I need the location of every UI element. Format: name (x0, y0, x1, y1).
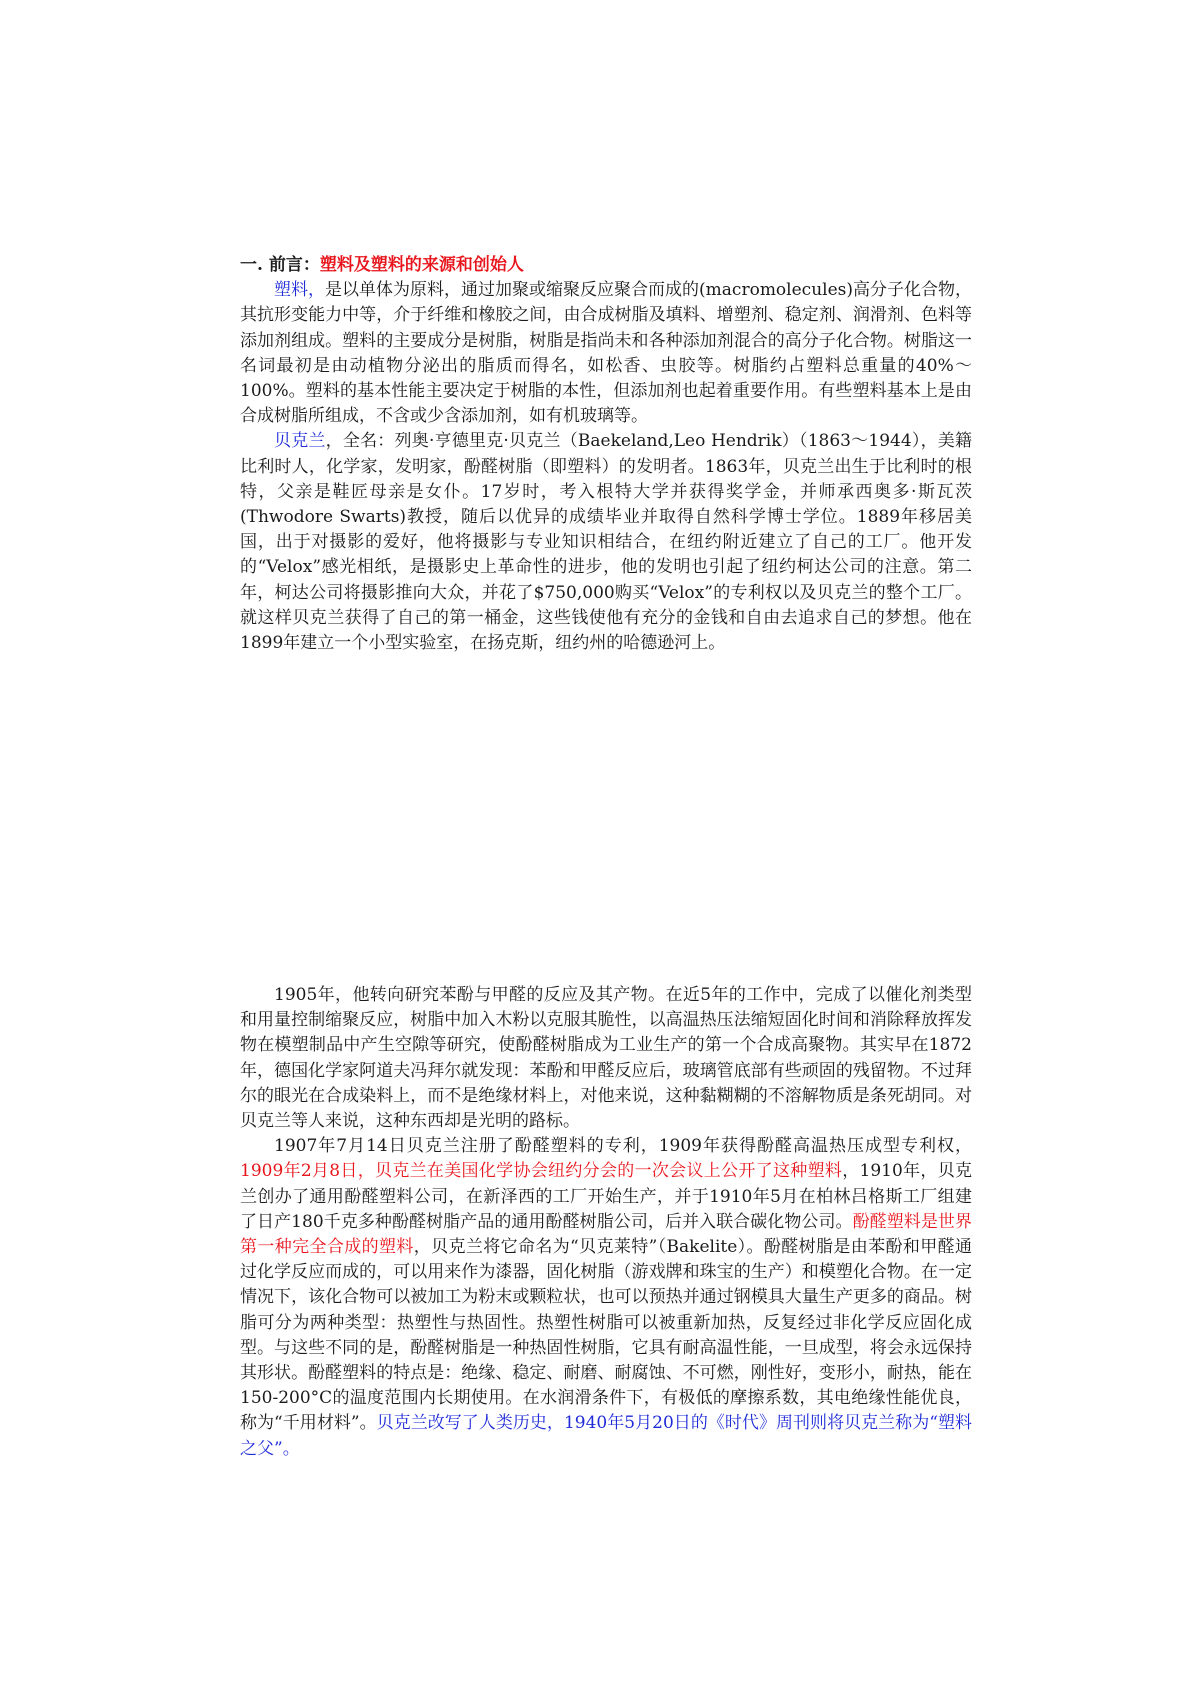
paragraph-plastic-definition (240, 278, 972, 429)
heading-prefix: 一. 前言： (240, 255, 320, 275)
term-baekeland: 贝克兰 (274, 431, 326, 452)
paragraph-text: ，全名：列奥·亨德里克·贝克兰（Baekeland,Leo Hendrik）（1863～1944），美籍比利时人，化学家，发明家，酚醛树脂（即塑料）的发明者。1863年，贝克兰出生于比利时的根特，父亲是鞋匠母亲是女仆。17岁时，考入根特大学并获得奖学金，并师承西奥多·斯瓦茨(Thwodore Swarts)教授，随后以优异的成绩毕业并取得自然科学博士学位。1889年移居美国，出于对摄影的爱好，他将摄影与专业知识相结合，在纽约附近建立了自己的工厂。他开发的“Velox”感光相纸，是摄影史上革命性的进步，他的发明也引起了纽约柯达公司的注意。第二年，柯达公司将摄影推向大众，并花了$750,000购买“Velox”的专利权以及贝克兰的整个工厂。就这样贝克兰获得了自己的第一桶金，这些钱使他有充分的金钱和自由去追求自己的梦想。他在1899年建立一个小型实验室，在扬克斯，纽约州的哈德逊河上。 (240, 431, 973, 654)
section-intro (240, 253, 972, 656)
text-patent: 1907年7月14日贝克兰注册了酚醛塑料的专利，1909年获得酚醛高温热压成型专利权， (274, 1136, 972, 1157)
highlight-first-synthetic: 酚醛塑料是世界第一种完全合成的塑料 (240, 1211, 972, 1258)
highlight-father-of-plastics: 贝克兰改写了人类历史，1940年5月20日的《时代》周刊则将贝克兰称为“塑料之父”。 (240, 1413, 972, 1459)
section-bakelite (240, 983, 972, 1462)
paragraph-baekeland-bio (240, 429, 972, 656)
text-properties: ，贝克兰将它命名为“贝克莱特”（Bakelite）。酚醛树脂是由苯酚和甲醛通过化学反应而成的，可以用来作为漆器，固化树脂（游戏牌和珠宝的生产）和模塑化合物。在一定情况下，该化合物可以被加工为粉末或颗粒状，也可以预热并通过钢模具大量生产更多的商品。树脂可分为两种类型：热塑性与热固性。热塑性树脂可以被重新加热，反复经过非化学反应固化成型。与这些不同的是，酚醛树脂是一种热固性树脂，它具有耐高温性能，一旦成型，将会永远保持其形状。酚醛塑料的特点是：绝缘、稳定、耐磨、耐腐蚀、不可燃，刚性好，变形小，耐热，能在150-200°C的温度范围内长期使用。在水润滑条件下，有极低的摩擦系数，其电绝缘性能优良，称为“千用材料”。 (240, 1237, 972, 1434)
heading-title: 塑料及塑料的来源和创始人 (319, 255, 524, 275)
paragraph-phenol-research: 1905年，他转向研究苯酚与甲醛的反应及其产物。在近5年的工作中，完成了以催化剂类型和用量控制缩聚反应，树脂中加入木粉以克服其脆性，以高温热压法缩短固化时间和消除释放挥发物在模塑制品中产生空隙等研究，使酚醛树脂成为工业生产的第一个合成高聚物。其实早在1872年，德国化学家阿道夫冯拜尔就发现：苯酚和甲醛反应后，玻璃管底部有些顽固的残留物。不过拜尔的眼光在合成染料上，而不是绝缘材料上，对他来说，这种黏糊糊的不溶解物质是条死胡同。对贝克兰等人来说，这种东西却是光明的路标。 (240, 985, 972, 1132)
paragraph-bakelite-history (240, 1134, 972, 1462)
paragraph-text: 是以单体为原料，通过加聚或缩聚反应聚合而成的(macromolecules)高分子化合物，其抗形变能力中等，介于纤维和橡胶之间，由合成树脂及填料、增塑剂、稳定剂、润滑剂、色料等添加剂组成。塑料的主要成分是树脂，树脂是指尚未和各种添加剂混合的高分子化合物。树脂这一名词最初是由动植物分泌出的脂质而得名，如松香、虫胶等。树脂约占塑料总重量的40%～100%。塑料的基本性能主要决定于树脂的本性，但添加剂也起着重要作用。有些塑料基本上是由合成树脂所组成，不含或少含添加剂，如有机玻璃等。 (240, 280, 973, 427)
highlight-public-announcement: 1909年2月8日，贝克兰在美国化学协会纽约分会的一次会议上公开了这种塑料 (240, 1161, 843, 1182)
section-heading (240, 253, 972, 278)
text-company: ，1910年，贝克兰创办了通用酚醛塑料公司，在新泽西的工厂开始生产，并于1910年5月在柏林吕格斯工厂组建了日产180千克多种酚醛树脂产品的通用酚醛树脂公司，后并入联合碳化物公司。 (240, 1161, 972, 1232)
term-plastic: 塑料， (274, 280, 326, 301)
